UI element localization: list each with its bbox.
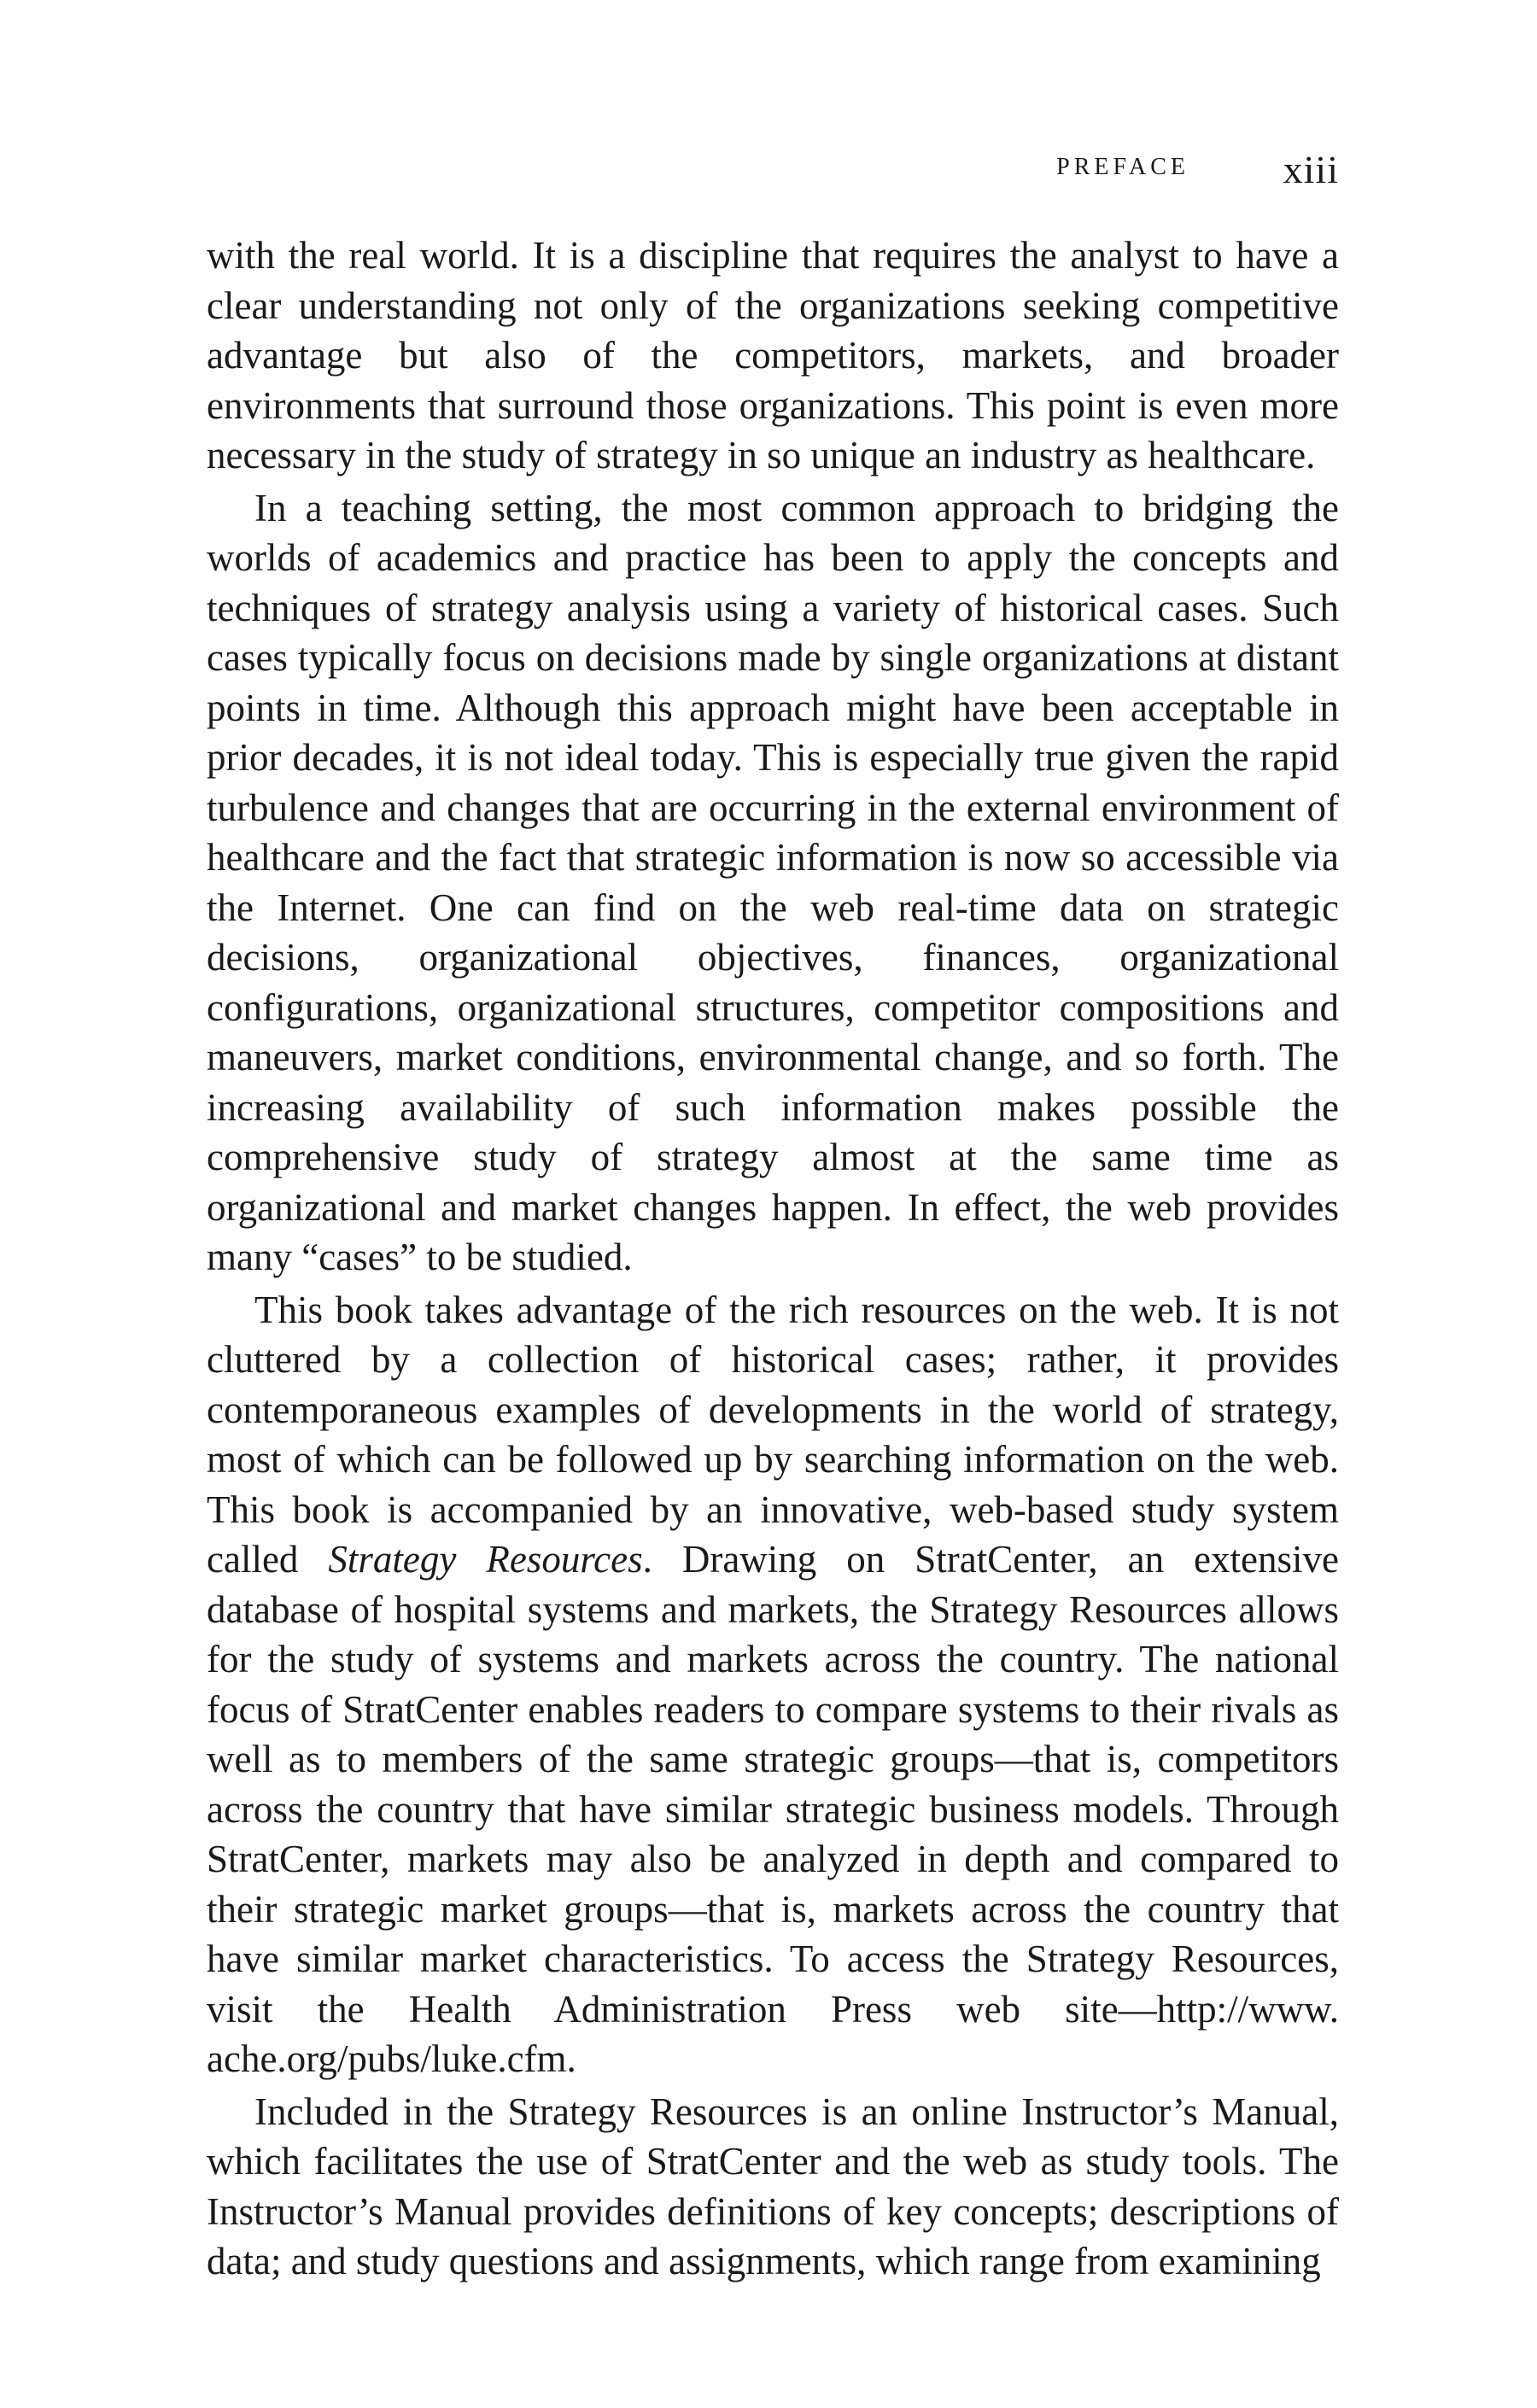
paragraph-3-text-before: This book takes advantage of the rich resources on the web. It is not cluttered by a collection of historical cases; rather, it provides contemporaneous examples of developments in the world of strategy, most of which can be followed up by searching information on the web. This book is accompanied by an innovative, web-based study system called xyxy=(207,1288,1339,1581)
section-title: PREFACE xyxy=(1056,154,1189,180)
running-head xyxy=(205,147,1339,198)
paragraph-4: Included in the Strategy Resources is an online Instructor’s Manual, which facilitates the use of StratCenter and the web as study tools. The Instructor’s Manual provides definitions of key concepts; descriptions of data; and study questions and assignments, which range from examining xyxy=(207,2089,1339,2282)
paragraph-2: In a teaching setting, the most common approach to bridging the worlds of academics and practice has been to apply the concepts and techniques of strategy analysis using a variety of historical cases. Such cases typically focus on decisions made by single organizations at distant points in time. Although this approach might have been acceptable in prior decades, it is not ideal today. This is especially true given the rapid turbulence and changes that are occurring in the external environment of healthcare and the fact that strategic information is now so accessible via the Internet. One can find on the web real-time data on strategic decisions, organizational objectives, finances, organizational configurations, organizational structures, competitor compositions and maneuvers, market conditions, environmental change, and so forth. The increasing availability of such information makes possible the comprehensive study of strategy almost at the same time as organizational and market changes happen. In effect, the web provides many “cases” to be studied. xyxy=(207,486,1339,1278)
paragraph-1: with the real world. It is a discipline that requires the analyst to have a clear understanding not only of the organizations seeking competitive advantage but also of the competitors, markets, and broader environments that surround those organizations. This point is even more necessary in the study of strategy in so unique an industry as healthcare. xyxy=(207,234,1339,476)
paragraph-3 xyxy=(207,1285,1339,2084)
page-number: xiii xyxy=(1283,148,1339,191)
strategy-resources-title: Strategy Resources xyxy=(328,1538,643,1581)
paragraph-3-text-after: . Drawing on StratCenter, an extensive database of hospital systems and markets, the Strategy Resources allows for the study of systems and markets across the country. The national focus of StratCenter enables readers to compare systems to their rivals as well as to members of the same strategic groups—that is, competitors across the country that have similar strategic business models. Through StratCenter, markets may also be analyzed in depth and compared to their strategic market groups—that is, markets across the country that have similar market characteristics. To access the Strategy Resources, visit the Health Administration Press web site—http://www. ache.org/pubs/luke.cfm. xyxy=(207,1538,1339,2080)
body-text xyxy=(207,231,1339,2289)
